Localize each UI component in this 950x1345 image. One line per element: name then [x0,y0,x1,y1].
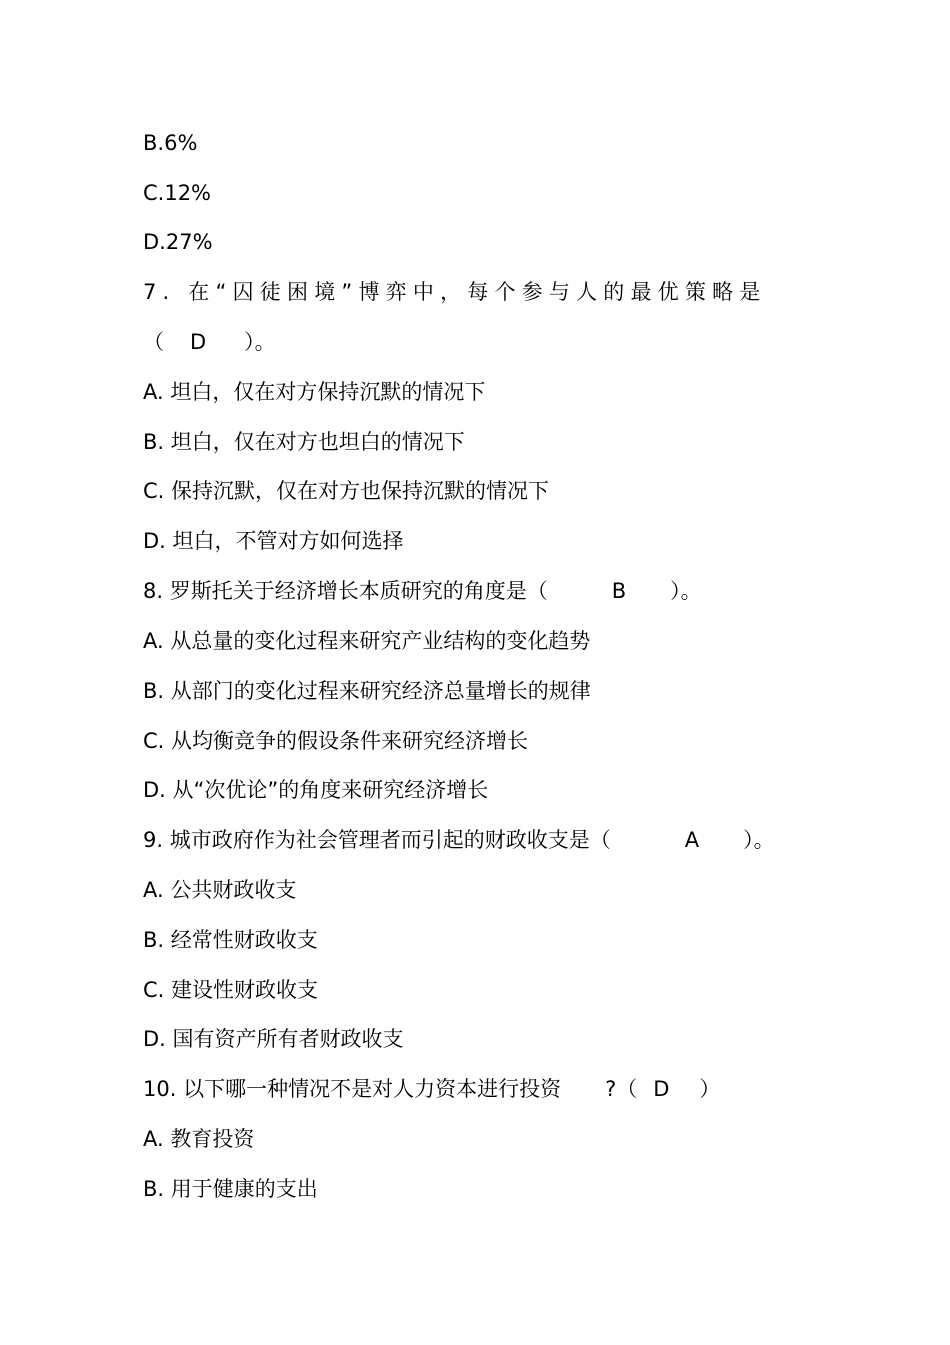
q9-paren-close: ）。 [743,828,775,852]
q9-stem-line [143,826,775,854]
q10-stem-line [143,1075,720,1103]
q7-option-b: B. 坦白，仅在对方也坦白的情况下 [143,430,465,454]
q8-answer: B [611,579,627,603]
q9-option-b: B. 经常性财政收支 [143,928,318,952]
q7-paren-open: （ [143,330,164,354]
q9-stem: 9. 城市政府作为社会管理者而引起的财政收支是（ [143,828,611,852]
q10-answer: D [653,1077,670,1101]
q7-paren-close: ）。 [244,330,276,354]
q9-answer: A [684,828,700,852]
q8-option-a: A. 从总量的变化过程来研究产业结构的变化趋势 [143,629,591,653]
q6-option-b: B.6% [143,131,198,155]
q8-option-d: D. 从“次优论”的角度来研究经济增长 [143,778,489,802]
q6-option-c: C.12% [143,181,212,205]
q7-answer: D [190,330,207,354]
q9-option-c: C. 建设性财政收支 [143,978,319,1002]
q8-paren-close: ）。 [670,579,702,603]
q10-option-a: A. 教育投资 [143,1127,255,1151]
q8-stem: 8. 罗斯托关于经济增长本质研究的角度是（ [143,579,548,603]
q9-option-a: A. 公共财政收支 [143,878,297,902]
q7-option-a: A. 坦白，仅在对方保持沉默的情况下 [143,380,486,404]
q8-option-c: C. 从均衡竞争的假设条件来研究经济增长 [143,729,529,753]
q10-paren-close: ） [699,1077,721,1101]
q9-option-d: D. 国有资产所有者财政收支 [143,1027,404,1051]
q6-option-d: D.27% [143,230,213,254]
q7-answer-line [143,328,276,356]
q7-option-d: D. 坦白，不管对方如何选择 [143,529,404,553]
q8-option-b: B. 从部门的变化过程来研究经济总量增长的规律 [143,679,591,703]
q10-stem: 10. 以下哪一种情况不是对人力资本进行投资 [143,1077,562,1101]
q10-option-b: B. 用于健康的支出 [143,1177,318,1201]
q8-stem-line [143,577,702,605]
q7-stem: 7. 在“囚徒困境”博弈中，每个参与人的最优策略是 [143,280,767,304]
q10-question-mark: ?（ [605,1077,638,1101]
q7-option-c: C. 保持沉默，仅在对方也保持沉默的情况下 [143,479,550,503]
